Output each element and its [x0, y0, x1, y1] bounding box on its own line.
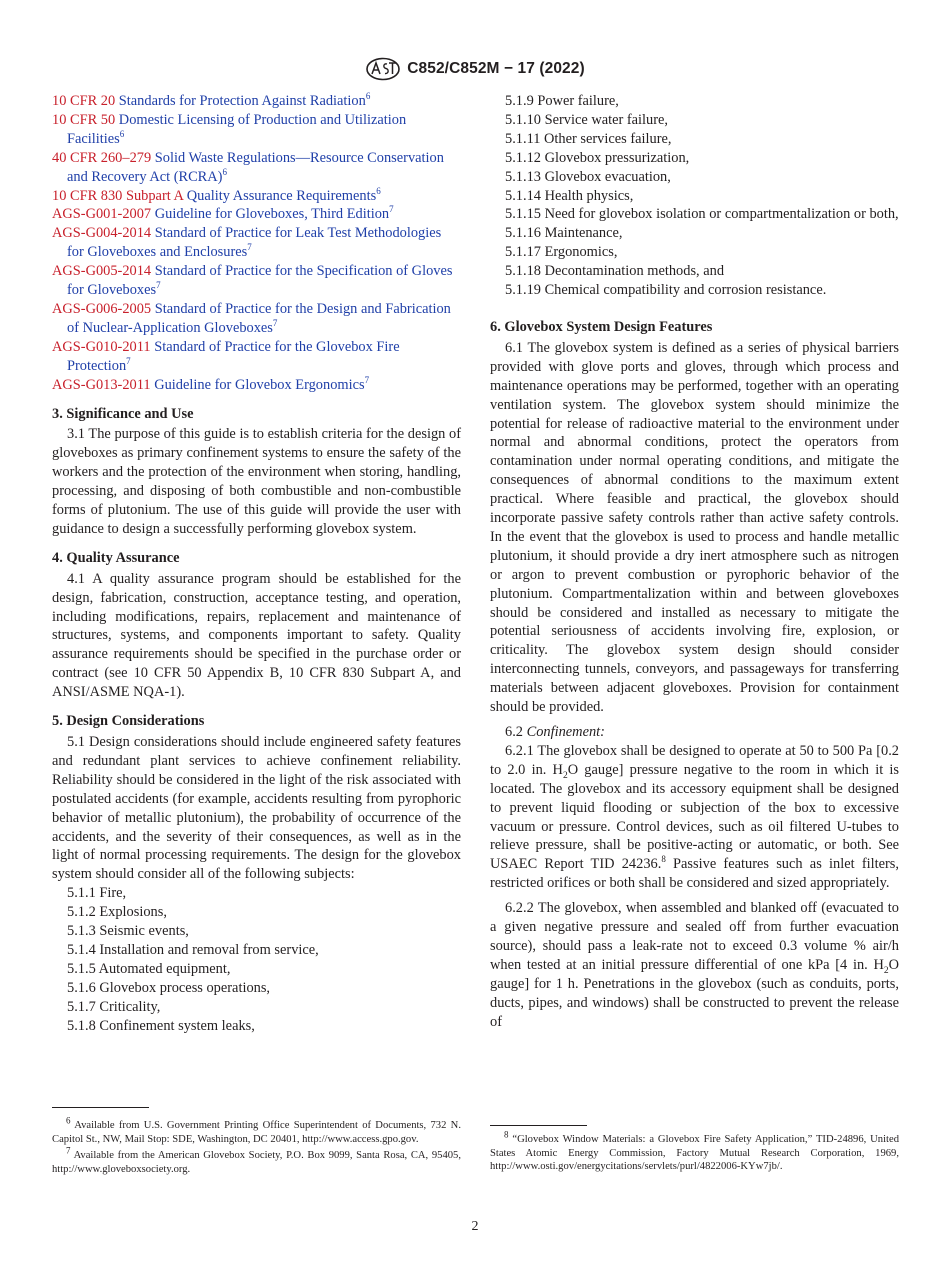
text-run: O gauge] for 1 h. Penetrations in the glovebox (such as conduits, ports, ducts, pipes, and windows) shall be constructed to prevent the release of [490, 956, 899, 1030]
reference-item[interactable] [52, 224, 461, 262]
list-item: 5.1.16 Maintenance, [505, 225, 623, 242]
reference-code[interactable]: AGS-G006-2005 [52, 300, 152, 317]
reference-code[interactable]: AGS-G004-2014 [52, 225, 152, 242]
left-column [52, 92, 461, 1036]
reference-code[interactable]: 10 CFR 830 Subpart A [52, 187, 184, 204]
footnote-rule-right [490, 1125, 587, 1126]
list-item: 5.1.2 Explosions, [67, 904, 167, 921]
reference-item[interactable] [52, 338, 461, 376]
list-item: 5.1.5 Automated equipment, [67, 960, 231, 977]
footnote [52, 1145, 461, 1176]
reference-title[interactable]: Standard of Practice for the Specification of Gloves for Gloveboxes [67, 263, 453, 299]
list-item: 5.1.15 Need for glovebox isolation or compartmentalization or both, [505, 206, 899, 223]
reference-code[interactable]: AGS-G005-2014 [52, 263, 152, 280]
reference-title[interactable]: Standards for Protection Against Radiation [118, 93, 366, 109]
reference-item[interactable] [52, 205, 461, 224]
design-subjects-list-right [490, 92, 899, 205]
reference-title[interactable]: Solid Waste Regulations—Resource Conservation and Recovery Act (RCRA) [67, 149, 444, 185]
reference-title[interactable]: Guideline for Gloveboxes, Third Edition [154, 206, 390, 223]
footnote [52, 1115, 461, 1146]
list-item: 5.1.10 Service water failure, [505, 111, 669, 128]
reference-title[interactable]: Quality Assurance Requirements [186, 187, 377, 204]
section-6-2-1-paragraph [490, 742, 899, 893]
reference-code[interactable]: AGS-G001-2007 [52, 206, 152, 223]
footnote-reference[interactable]: 6 [376, 185, 381, 196]
footnote-reference[interactable]: 6 [222, 166, 227, 177]
reference-item[interactable] [52, 187, 461, 206]
list-item: 5.1.12 Glovebox pressurization, [505, 149, 690, 166]
reference-item[interactable] [52, 262, 461, 300]
reference-code[interactable]: AGS-G013-2011 [52, 376, 151, 393]
reference-item[interactable] [52, 300, 461, 338]
section-6-1-paragraph: 6.1 The glovebox system is defined as a series of physical barriers provided with glove ports and gloves, through which process and maintenance operations may be performed, together with an operating ventilation system. The glovebox system should minimize the potential for release of radioactive material to the environment under normal and abnormal conditions, protect the operators from contamination under normal operating conditions, and mitigate the consequences of abnormal conditions to the maximum extent practical. Where feasible and practical, the glovebox should incorporate passive safety controls rather than active safety controls. In the event that the glovebox is used to process and handle metallic plutonium, it should provide a dry inert atmosphere such as nitrogen or argon to prevent combustion or pyrophoric behavior of the plutonium. Compartmentalization within and between gloveboxes should be considered and installed as necessary to mitigate the potential seriousness of accidents involving fire, explosion, or criticality. The glovebox system design should consider interconnecting tunnels, conveyors, and passageways for transferring materials between adjacent gloveboxes. Provision for containment should be provided. [490, 339, 899, 716]
reference-item[interactable] [52, 92, 461, 111]
section-5-heading: 5. Design Considerations [52, 713, 205, 730]
subscript: 2 [562, 770, 568, 781]
footnote-text: Available from the American Glovebox Society, P.O. Box 9099, Santa Rosa, CA, 95405, http://www.gloveboxsociety.org. [52, 1150, 461, 1175]
footnote-reference[interactable]: 7 [272, 318, 278, 329]
section-6-2-heading [490, 723, 899, 742]
footnote-reference[interactable]: 6 [365, 91, 371, 102]
design-subjects-list-right-continued [490, 224, 899, 300]
footnote-reference[interactable]: 7 [247, 242, 252, 253]
text-run: O gauge] pressure negative to the room in which it is located. The glovebox and its accessory equipment shall be designed to prevent liquid flooding or subjection of the box to excessive vacuum or pressure. Control devices, such as oil filtered U-tubes to relieve pressure, shall be positive-acting or automatic, or both. See USAEC Report TID 24236. [490, 761, 899, 873]
section-4-heading: 4. Quality Assurance [52, 549, 180, 566]
list-item: 5.1.18 Decontamination methods, and [505, 263, 725, 280]
list-item: 5.1.3 Seismic events, [67, 923, 189, 940]
reference-title[interactable]: Standard of Practice for the Design and Fabrication of Nuclear-Application Gloveboxes [67, 300, 451, 336]
text-run: 6.2.2 The glovebox, when assembled and blanked off (evacuated to a given negative pressure and sealed off from further evacuation source), should pass a leak-rate not to exceed 0.3 volume % air/h when tested at an initial pressure differential of one kPa [4 in. H [490, 900, 899, 973]
subscript: 2 [883, 965, 889, 976]
list-item: 5.1.9 Power failure, [505, 93, 619, 109]
list-item: 5.1.11 Other services failure, [505, 130, 672, 147]
footnote-reference[interactable]: 6 [119, 129, 125, 140]
design-subjects-list-left [52, 884, 461, 1035]
reference-title[interactable]: Standard of Practice for Leak Test Methodologies for Gloveboxes and Enclosures [67, 225, 442, 261]
footnote-mark: 7 [66, 1145, 71, 1156]
document-designation: C852/C852M − 17 (2022) [407, 60, 585, 77]
section-5-1-paragraph: 5.1 Design considerations should include engineered safety features and redundant plant services to achieve confinement reliability. Reliability should be considered in the light of the risk associated with postulated accidents (for example, accidents resulting from pyrophoric behavior of metallic plutonium), the probability of occurrence of the accidents, and the severity of their consequences, as well as in the light of normal processing requirements. The design for the glovebox system should consider all of the following subjects: [52, 734, 461, 883]
section-6-2-2-paragraph [490, 899, 899, 1031]
reference-title[interactable]: Domestic Licensing of Production and Utilization Facilities [67, 111, 407, 147]
reference-code[interactable]: 10 CFR 20 [52, 93, 116, 109]
list-item: 5.1.7 Criticality, [67, 998, 161, 1015]
footnote-reference[interactable]: 7 [126, 355, 131, 366]
section-number: 6.2 [505, 724, 523, 740]
reference-item[interactable] [52, 111, 461, 149]
footnote-rule-left [52, 1107, 149, 1108]
list-item: 5.1.17 Ergonomics, [505, 244, 618, 261]
footnotes-right [490, 1129, 899, 1177]
astm-logo-icon [365, 57, 401, 81]
page-header [0, 56, 950, 82]
footnote-reference[interactable]: 7 [156, 280, 161, 291]
reference-code[interactable]: AGS-G010-2011 [52, 338, 151, 355]
reference-code[interactable]: 10 CFR 50 [52, 111, 116, 128]
reference-item[interactable] [52, 376, 461, 395]
right-column [490, 92, 899, 1032]
section-3-heading: 3. Significance and Use [52, 405, 194, 422]
reference-item[interactable] [52, 149, 461, 187]
list-item: 5.1.1 Fire, [67, 885, 127, 902]
reference-title[interactable]: Standard of Practice for the Glovebox Fire Protection [67, 338, 400, 374]
text-run: Passive features such as inlet filters, restricted orifices or both shall be considered and sized appropriately. [490, 856, 899, 892]
section-4-1-paragraph: 4.1 A quality assurance program should be established for the design, fabrication, construction, acceptance testing, and operation, including modifications, repairs, replacement and maintenance of structures, systems, and components important to safety. Quality assurance requirements should be specified in the purchase order or contract (see 10 CFR 50 Appendix B, 10 CFR 830 Subpart A, and ANSI/ASME NQA-1). [52, 570, 461, 701]
reference-title[interactable]: Guideline for Glovebox Ergonomics [154, 376, 365, 393]
footnotes-left [52, 1115, 461, 1179]
reference-code[interactable]: 40 CFR 260–279 [52, 149, 152, 166]
footnote-text: Available from U.S. Government Printing Office Superintendent of Documents, 732 N. Capitol St., NW, Mail Stop: SDE, Washington, DC 20401, http://www.access.gpo.gov. [52, 1120, 461, 1145]
footnote-reference[interactable]: 8 [661, 854, 666, 865]
referenced-documents-list [52, 92, 461, 395]
footnote-mark: 8 [504, 1129, 509, 1140]
footnote-reference[interactable]: 7 [364, 374, 370, 385]
section-6-heading: 6. Glovebox System Design Features [490, 318, 713, 335]
list-item: 5.1.14 Health physics, [505, 187, 634, 204]
list-item: 5.1.6 Glovebox process operations, [67, 979, 271, 996]
page-number: 2 [471, 1219, 479, 1234]
section-title: Confinement: [526, 724, 605, 740]
footnote-reference[interactable]: 7 [389, 204, 394, 215]
list-item: 5.1.4 Installation and removal from service, [67, 941, 319, 958]
footnote-text: “Glovebox Window Materials: a Glovebox Fire Safety Application,” TID-24896, United States Atomic Energy Commission, Factory Mutual Research Corporation, 1969, http://www.osti.gov/energycitations/servlets/purl/4822006-KYw7jb/. [490, 1134, 899, 1173]
list-item: 5.1.13 Glovebox evacuation, [505, 168, 671, 185]
footnote [490, 1129, 899, 1174]
list-item: 5.1.8 Confinement system leaks, [67, 1017, 255, 1034]
section-3-1-paragraph: 3.1 The purpose of this guide is to establish criteria for the design of gloveboxes as primary confinement systems to ensure the safety of the workers and the protection of the environment when storing, handling, processing, and disposing of both combustible and non-combustible forms of plutonium. The use of this guide will provide the user with guidance to design a successfully performing glovebox system. [52, 426, 461, 537]
footnote-mark: 6 [66, 1115, 71, 1126]
text-run: 6.2.1 The glovebox shall be designed to operate at 50 to 500 Pa [0.2 to 2.0 in. H [490, 742, 899, 778]
list-item: 5.1.19 Chemical compatibility and corrosion resistance. [505, 282, 827, 299]
